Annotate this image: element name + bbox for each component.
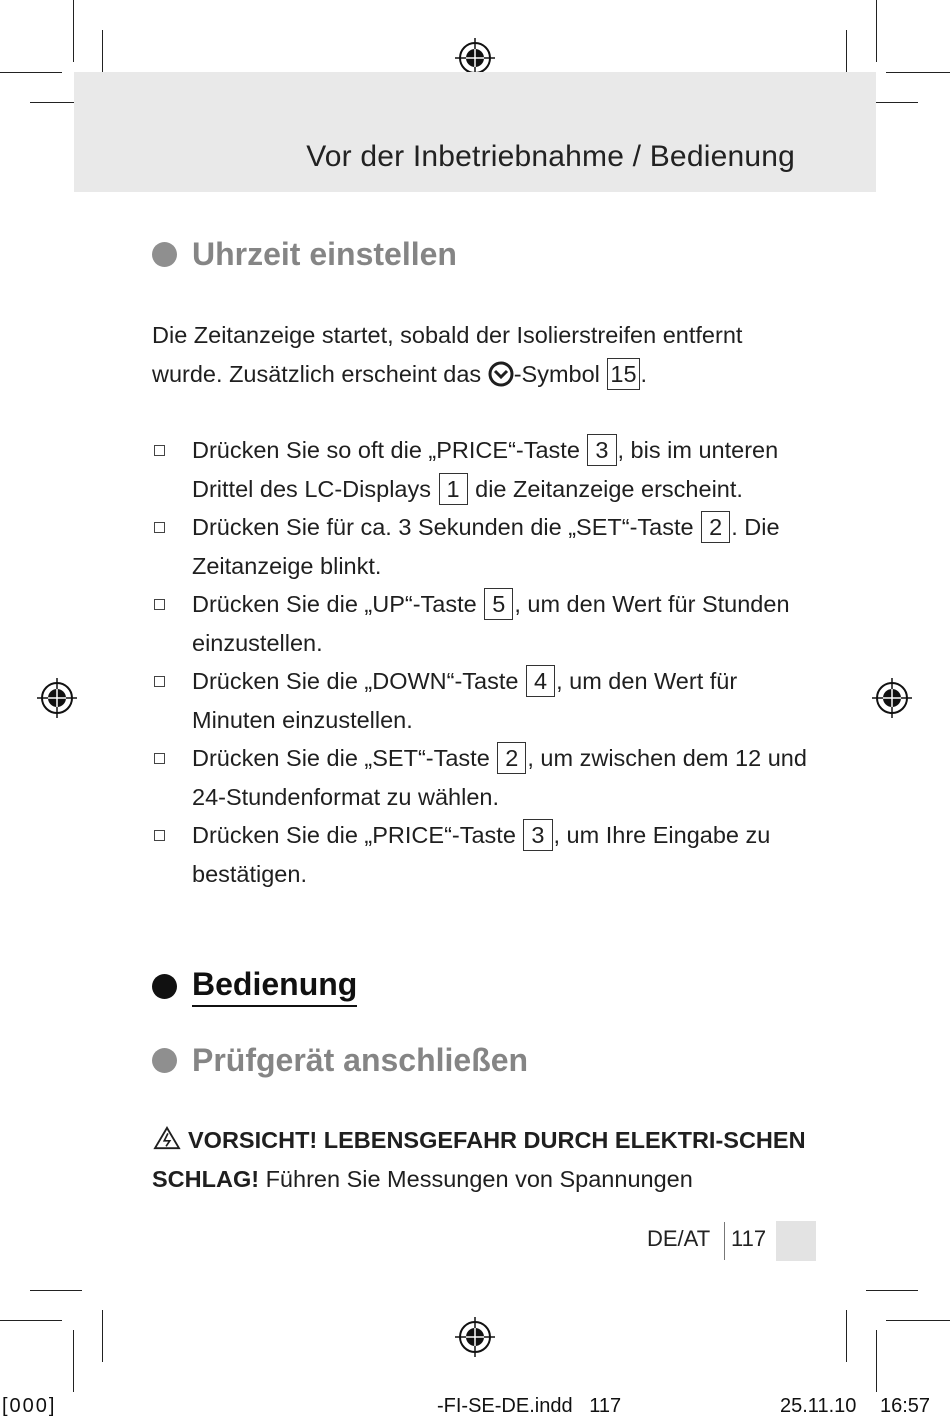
intro-text: Die Zeitanzeige startet, sobald der Isolierstreifen entfernt wurde. Zusätzlich erscheint das — [152, 322, 743, 387]
footer-divider — [724, 1222, 725, 1260]
warning-bold-text: VORSICHT! LEBENSGEFAHR DURCH ELEKTRI-SCHEN SCHLAG! — [152, 1127, 806, 1192]
reference-number-box: 4 — [526, 665, 555, 697]
reference-number-box: 5 — [484, 588, 513, 620]
step-text: Drücken Sie so oft die „PRICE“-Taste — [192, 437, 587, 463]
crop-mark — [876, 1330, 877, 1392]
heading-text: Bedienung — [192, 966, 357, 1007]
crop-mark — [846, 1310, 847, 1362]
heading-text: Uhrzeit einstellen — [192, 236, 457, 272]
list-item — [152, 816, 812, 893]
reference-number-box: 3 — [523, 819, 552, 851]
page-header-title: Vor der Inbetriebnahme / Bedienung — [306, 140, 795, 173]
step-text: Drücken Sie die „DOWN“-Taste — [192, 668, 525, 694]
step-text: Drücken Sie die „PRICE“-Taste — [192, 822, 523, 848]
list-item — [152, 508, 812, 585]
crop-mark — [73, 1330, 74, 1392]
bullet-dot-icon — [152, 242, 177, 267]
list-item — [152, 431, 812, 508]
step-text: Drücken Sie die „UP“-Taste — [192, 591, 484, 617]
crop-mark — [30, 1290, 82, 1291]
reference-number-box: 2 — [701, 511, 730, 543]
warning-paragraph — [152, 1121, 812, 1199]
warning-triangle-icon — [152, 1126, 182, 1150]
section-heading-time-setting — [152, 236, 457, 273]
page-number: 117 — [731, 1226, 767, 1251]
crop-mark — [0, 1320, 62, 1321]
list-item — [152, 662, 812, 739]
list-item — [152, 739, 812, 816]
step-text: die Zeitanzeige erscheint. — [468, 475, 743, 502]
crop-mark — [102, 1310, 103, 1362]
clock-symbol-icon — [488, 361, 514, 387]
checkbox-bullet-icon — [154, 676, 165, 687]
warning-text: Führen Sie Messungen von Spannungen — [259, 1166, 693, 1192]
crop-mark — [876, 0, 877, 62]
bullet-dot-icon — [152, 974, 177, 999]
crop-mark — [866, 1290, 918, 1291]
header-band — [74, 72, 876, 192]
step-text: , um zwischen dem 12 und 24-Stundenformat zu wählen. — [192, 745, 807, 810]
step-text: , bis im unteren Drittel des LC-Displays — [192, 437, 779, 502]
step-text: . Die Zeitanzeige blinkt. — [192, 514, 780, 579]
section-heading-operation — [152, 966, 357, 1007]
intro-text: -Symbol — [513, 360, 607, 387]
steps-list — [152, 431, 812, 893]
list-item — [152, 585, 812, 662]
heading-text: Prüfgerät anschließen — [192, 1042, 529, 1078]
footer-language: DE/AT — [647, 1226, 711, 1251]
slug-fragment: [000] — [2, 1395, 57, 1417]
reference-number-box: 1 — [439, 473, 468, 505]
intro-text: . — [640, 360, 648, 387]
crop-mark — [886, 1320, 950, 1321]
checkbox-bullet-icon — [154, 830, 165, 841]
checkbox-bullet-icon — [154, 599, 165, 610]
reference-number-box: 3 — [587, 434, 616, 466]
step-text: , um Ihre Eingabe zu bestätigen. — [192, 822, 771, 887]
crop-mark — [0, 72, 62, 73]
intro-paragraph — [152, 316, 802, 393]
step-text: , um den Wert für Minuten einzustellen. — [192, 668, 738, 733]
crop-mark — [886, 72, 950, 73]
reference-number-box: 15 — [607, 358, 639, 390]
checkbox-bullet-icon — [154, 445, 165, 456]
section-heading-connect-tester — [152, 1042, 528, 1079]
bullet-dot-icon — [152, 1048, 177, 1073]
slug-filename: -FI-SE-DE.indd 117 — [437, 1395, 622, 1417]
registration-mark-icon — [872, 678, 912, 718]
step-text: Drücken Sie die „SET“-Taste — [192, 745, 497, 771]
step-text: , um den Wert für Stunden einzustellen. — [192, 591, 790, 656]
registration-mark-icon — [37, 678, 77, 718]
crop-mark — [73, 0, 74, 62]
slug-time: 16:57 — [880, 1395, 931, 1417]
checkbox-bullet-icon — [154, 753, 165, 764]
step-text: Drücken Sie für ca. 3 Sekunden die „SET“-Taste — [192, 514, 701, 540]
checkbox-bullet-icon — [154, 522, 165, 533]
slug-date: 25.11.10 — [780, 1395, 857, 1417]
reference-number-box: 2 — [497, 742, 526, 774]
footer-grey-block — [776, 1221, 816, 1261]
registration-mark-icon — [455, 1317, 495, 1357]
